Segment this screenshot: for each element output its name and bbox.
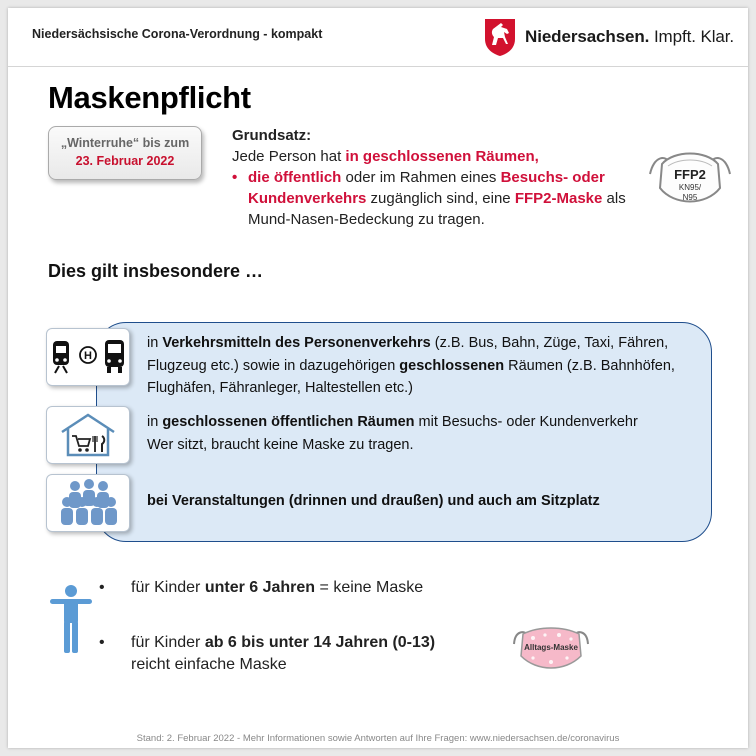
- section-heading: Dies gilt insbesondere …: [48, 261, 264, 281]
- ffp2-sub1: KN95/: [678, 183, 702, 192]
- kids-6-to-14: • für Kinder ab 6 bis unter 14 Jahren (0-13) reicht einfache Maske: [99, 634, 436, 673]
- badge-date: 23. Februar 2022: [75, 154, 175, 168]
- header-title: Niedersächsische Corona-Verordnung - kompakt: [32, 27, 323, 41]
- public-building-icon: [58, 412, 118, 458]
- lower-saxony-horse-crest-icon: [483, 17, 517, 57]
- ffp2-sub2: N95: [682, 193, 698, 202]
- brand[interactable]: [483, 17, 734, 57]
- ffp2-label: FFP2: [674, 167, 706, 182]
- badge-line1: „Winterruhe“ bis zum: [60, 136, 190, 150]
- slide-page: [8, 8, 748, 748]
- brand-name: Niedersachsen. Impft. Klar.: [525, 27, 734, 46]
- footer-note: Stand: 2. Februar 2022 - Mehr Informationen sowie Antworten auf Ihre Fragen: www.niedersachsen.de/coronavirus: [136, 733, 620, 744]
- alltags-mask-icon: [511, 622, 591, 672]
- transport-icon-box: [46, 328, 130, 386]
- child-icon: [50, 584, 92, 654]
- events-text: bei Veranstaltungen (drinnen und draußen) und auch am Sitzplatz: [147, 493, 600, 509]
- header: [8, 8, 748, 67]
- transport-text: in Verkehrsmitteln des Personenverkehrs (z.B. Bus, Bahn, Züge, Taxi, Fähren, Flugzeug etc.) sowie in dazugehörigen geschlossenen Räumen (z.B. Bahnhöfen, Flughäfen, Fähranleger, Haltestellen etc.): [147, 335, 675, 396]
- crowd-icon-box: [46, 474, 130, 532]
- grundsatz-block: [232, 125, 652, 230]
- alltags-mask-label: Alltags-Maske: [524, 643, 578, 652]
- kids-under-6: • für Kinder unter 6 Jahren = keine Maske: [99, 579, 424, 596]
- grundsatz-bullet: • die öffentlich oder im Rahmen eines Besuchs- oder Kundenverkehrs zugänglich sind, eine FFP2-Maske als Mund-Nasen-Bedeckung zu tragen.: [232, 169, 626, 228]
- grundsatz-line1: Jede Person hat in geschlossenen Räumen,: [232, 148, 539, 165]
- winterruhe-badge: [48, 126, 202, 180]
- crowd-icon: [55, 478, 121, 528]
- grundsatz-heading: Grundsatz:: [232, 127, 312, 144]
- page-title: Maskenpflicht: [48, 80, 251, 115]
- public-transport-icon: [49, 337, 127, 377]
- public-rooms-text: in geschlossenen öffentlichen Räumen mit Besuchs- oder Kundenverkehr Wer sitzt, braucht keine Maske zu tragen.: [147, 414, 638, 453]
- svg-text:H: H: [84, 350, 92, 362]
- building-icon-box: [46, 406, 130, 464]
- ffp2-mask-icon: [648, 144, 732, 210]
